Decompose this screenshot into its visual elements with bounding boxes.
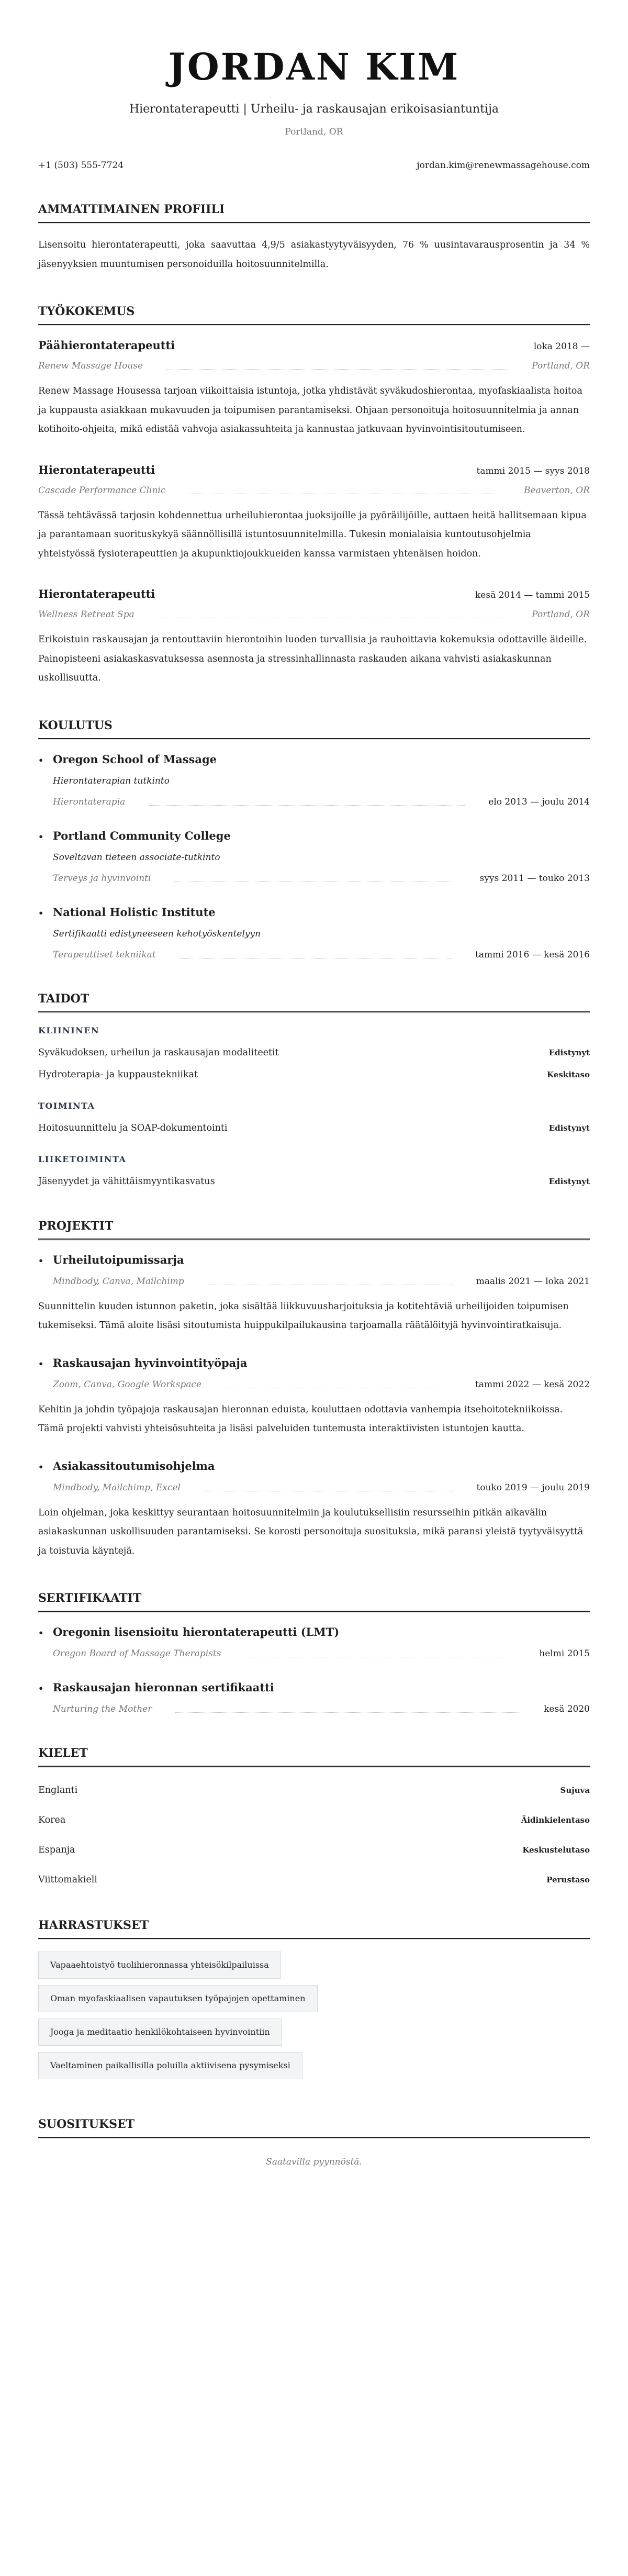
language-level: Perustaso <box>546 1875 590 1884</box>
project-description: Loin ohjelman, joka keskittyy seurantaan hoitosuunnitelmiin ja koulutuksellisiin resursseihin pitkän aikavälin asiakaskunnan uskollisuuden parantamiseksi. Se korosti personoituja suosituksia, mikä paransi yleistä tyytyväisyyttä ja toistuvia käyntejä. <box>38 1507 584 1556</box>
dotted-leader <box>189 493 500 494</box>
section-title: KOULUTUS <box>38 718 590 739</box>
project-dates: tammi 2022 — kesä 2022 <box>475 1379 590 1390</box>
language-level: Äidinkielentaso <box>521 1815 590 1825</box>
section-title: TYÖKOKEMUS <box>38 304 590 325</box>
project-name: Urheilutoipumissarja <box>53 1253 184 1266</box>
job-dates: tammi 2015 — syys 2018 <box>476 465 590 476</box>
certifications-section <box>38 1591 590 1715</box>
skill-name: Jäsenyydet ja vähittäismyyntikasvatus <box>38 1176 215 1187</box>
skill-row <box>38 1121 590 1135</box>
language-name: Korea <box>38 1815 66 1825</box>
certification-entry <box>38 1680 590 1715</box>
language-level: Sujuva <box>560 1786 590 1795</box>
phone[interactable]: +1 (503) 555-7724 <box>38 160 124 171</box>
education-entry <box>38 752 590 808</box>
language-level: Keskustelutaso <box>522 1845 590 1855</box>
language-row <box>38 1872 590 1888</box>
dotted-leader <box>225 1387 452 1388</box>
job-title: Päähierontaterapeutti <box>38 339 175 352</box>
interests-section <box>38 1918 590 2086</box>
language-name: Espanja <box>38 1845 75 1855</box>
job-description: Renew Massage Housessa tarjoan viikoittaisia istuntoja, jotka yhdistävät syväkudoshierontaa, myofaskiaalista hoitoa ja kuppausta asiakkaan mukavuuden ja toipumisen parantamiseksi. Ohjaan personoituja hoitosuunnitelmia ja annan kotihoito-ohjeita, mikä edistää vahvoja asiakassuhteita ja kannustaa jatkuvaan hyvinvointisitoutumiseen. <box>38 386 582 434</box>
skill-level: Edistynyt <box>548 1123 590 1133</box>
certification-date: kesä 2020 <box>544 1704 590 1714</box>
language-name: Viittomakieli <box>38 1875 97 1885</box>
section-title: AMMATTIMAINEN PROFIILI <box>38 202 590 223</box>
skill-level: Keskitaso <box>547 1069 590 1079</box>
email[interactable]: jordan.kim@renewmassagehouse.com <box>417 160 590 171</box>
section-title: SERTIFIKAATIT <box>38 1591 590 1612</box>
certification-name: Raskausajan hieronnan sertifikaatti <box>53 1681 274 1694</box>
issuer: Nurturing the Mother <box>53 1704 152 1714</box>
languages-section <box>38 1746 590 1888</box>
skill-name: Syväkudoksen, urheilun ja raskausajan modaliteetit <box>38 1047 279 1058</box>
dotted-leader <box>208 1284 453 1285</box>
language-row <box>38 1812 590 1828</box>
contact-row <box>38 159 590 172</box>
references-section <box>38 2117 590 2167</box>
section-title: SUOSITUKSET <box>38 2117 590 2138</box>
company: Wellness Retreat Spa <box>38 609 134 620</box>
skill-row <box>38 1175 590 1188</box>
school-name: Oregon School of Massage <box>53 752 217 766</box>
job-entry <box>38 462 590 564</box>
job-title: Hierontaterapeutti <box>38 463 155 476</box>
language-row <box>38 1782 590 1798</box>
projects-section <box>38 1219 590 1561</box>
job-location: Beaverton, OR <box>523 485 590 496</box>
edu-dates: tammi 2016 — kesä 2016 <box>475 949 590 960</box>
school-name: National Holistic Institute <box>53 905 216 919</box>
education-section <box>38 718 590 961</box>
section-title: KIELET <box>38 1746 590 1767</box>
bullet-icon: • <box>38 831 44 842</box>
degree: Hierontaterapian tutkinto <box>53 775 170 786</box>
field: Terapeuttiset tekniikat <box>53 949 156 960</box>
experience-section <box>38 304 590 688</box>
education-entry <box>38 905 590 961</box>
skill-category: LIIKETOIMINTA <box>38 1154 127 1164</box>
job-location: Portland, OR <box>532 609 590 620</box>
company: Cascade Performance Clinic <box>38 485 166 496</box>
issuer: Oregon Board of Massage Therapists <box>53 1648 221 1659</box>
dotted-leader <box>244 1656 515 1657</box>
bullet-icon: • <box>38 1683 44 1693</box>
location: Portland, OR <box>285 127 343 137</box>
bullet-icon: • <box>38 1358 44 1369</box>
interest-tag: Vaeltaminen paikallisilla poluilla aktiivisena pysymiseksi <box>38 2052 302 2079</box>
project-name: Asiakassitoutumisohjelma <box>53 1459 215 1473</box>
job-dates: loka 2018 — <box>533 341 590 352</box>
dotted-leader <box>175 1712 520 1713</box>
interest-tag: Oman myofaskiaalisen vapautuksen työpajojen opettaminen <box>38 1985 318 2012</box>
project-tools: Mindbody, Mailchimp, Excel <box>53 1482 181 1493</box>
company: Renew Massage House <box>38 361 143 371</box>
resume-header <box>38 46 590 172</box>
bullet-icon: • <box>38 908 44 918</box>
project-dates: maalis 2021 — loka 2021 <box>476 1276 590 1287</box>
section-title: TAIDOT <box>38 991 590 1012</box>
field: Terveys ja hyvinvointi <box>53 873 151 884</box>
project-name: Raskausajan hyvinvointityöpaja <box>53 1356 248 1369</box>
dotted-leader <box>180 957 452 958</box>
job-entry <box>38 586 590 688</box>
skills-section <box>38 991 590 1188</box>
skill-row <box>38 1068 590 1081</box>
skill-row <box>38 1046 590 1060</box>
section-title: PROJEKTIT <box>38 1219 590 1240</box>
job-description: Tässä tehtävässä tarjosin kohdennettua urheiluhierontaa juoksijoille ja pyöräilijöille, auttaen heitä hallitsemaan kipua ja parantamaan suorituskykyä säännöllisillä istuntosuunnitelmilla. Tukesin monialaisia kuntoutusohjelmia yhteistyössä fysioterapeuttien ja akupunktiojoukkueiden kanssa varmistaen yhtenäisen hoidon. <box>38 510 587 559</box>
section-title: HARRASTUKSET <box>38 1918 590 1939</box>
dotted-leader <box>166 369 508 370</box>
project-entry <box>38 1355 590 1438</box>
bullet-icon: • <box>38 1255 44 1266</box>
edu-dates: syys 2011 — touko 2013 <box>479 873 590 884</box>
skill-name: Hoitosuunnittelu ja SOAP-dokumentointi <box>38 1122 228 1133</box>
certification-date: helmi 2015 <box>539 1648 590 1659</box>
dotted-leader <box>149 805 465 806</box>
project-entry <box>38 1458 590 1561</box>
interest-tag: Jooga ja meditaatio henkilökohtaiseen hyvinvointiin <box>38 2019 282 2046</box>
school-name: Portland Community College <box>53 829 231 842</box>
interest-tag: Vapaaehtoistyö tuolihieronnassa yhteisökilpailuissa <box>38 1951 281 1979</box>
job-entry <box>38 338 590 439</box>
project-entry <box>38 1252 590 1335</box>
job-dates: kesä 2014 — tammi 2015 <box>475 590 590 600</box>
degree: Soveltavan tieteen associate-tutkinto <box>53 852 220 863</box>
project-description: Kehitin ja johdin työpajoja raskausajan hieronnan eduista, kouluttaen odottavia vanhempia itsehoitotekniikoissa. Tämä projekti vahvisti yhteisösuhteita ja lisäsi palveluiden tuntemusta interaktiivisten istuntojen kautta. <box>38 1404 563 1434</box>
dotted-leader <box>158 617 508 618</box>
project-tools: Zoom, Canva, Google Workspace <box>53 1379 201 1390</box>
education-entry <box>38 828 590 885</box>
profile-text: Lisensoitu hierontaterapeutti, joka saavuttaa 4,9/5 asiakastyytyväisyyden, 76 % uusintavarausprosentin ja 34 % jäsenyyksien muuntumisen personoiduilla hoitosuunnitelmilla. <box>38 240 590 270</box>
bullet-icon: • <box>38 1628 44 1638</box>
project-description: Suunnittelin kuuden istunnon paketin, joka sisältää liikkuvuusharjoituksia ja kotitehtäviä urheilijoiden toipumisen tukemiseksi. Tämä aloite lisäsi sitoutumista huippukilpailukausina tarjoamalla räätälöityjä hyvinvointiratkaisuja. <box>38 1301 569 1331</box>
profile-section <box>38 202 590 274</box>
field: Hierontaterapia <box>53 796 126 807</box>
degree: Sertifikaatti edistyneeseen kehotyöskentelyyn <box>53 928 261 939</box>
references-text: Saatavilla pyynnöstä. <box>266 2157 362 2167</box>
job-location: Portland, OR <box>532 361 590 371</box>
dotted-leader <box>174 881 456 882</box>
certification-entry <box>38 1624 590 1660</box>
skill-level: Edistynyt <box>548 1176 590 1186</box>
skill-name: Hydroterapia- ja kuppaustekniikat <box>38 1069 198 1080</box>
language-name: Englanti <box>38 1785 78 1796</box>
dotted-leader <box>204 1490 453 1491</box>
language-row <box>38 1842 590 1858</box>
bullet-icon: • <box>38 1462 44 1472</box>
project-tools: Mindbody, Canva, Mailchimp <box>53 1276 184 1287</box>
job-title: Hierontaterapeutti <box>38 587 155 600</box>
job-description: Erikoistuin raskausajan ja rentouttaviin hierontoihin luoden turvallisia ja rauhoittavia kokemuksia odottaville äideille. Painopisteeni asiakaskasvatuksessa asennosta ja stressinhallinnasta raskauden aikana vahvisti asiakaskunnan uskollisuutta. <box>38 634 587 683</box>
candidate-name: JORDAN KIM <box>168 45 460 88</box>
project-dates: touko 2019 — joulu 2019 <box>476 1482 590 1493</box>
skill-category: KLIININEN <box>38 1025 100 1035</box>
skill-level: Edistynyt <box>548 1047 590 1057</box>
edu-dates: elo 2013 — joulu 2014 <box>488 796 590 807</box>
bullet-icon: • <box>38 755 44 765</box>
certification-name: Oregonin lisensioitu hierontaterapeutti (LMT) <box>53 1625 340 1638</box>
skill-category: TOIMINTA <box>38 1100 95 1111</box>
headline: Hierontaterapeutti | Urheilu- ja raskausajan erikoisasiantuntija <box>129 103 499 116</box>
